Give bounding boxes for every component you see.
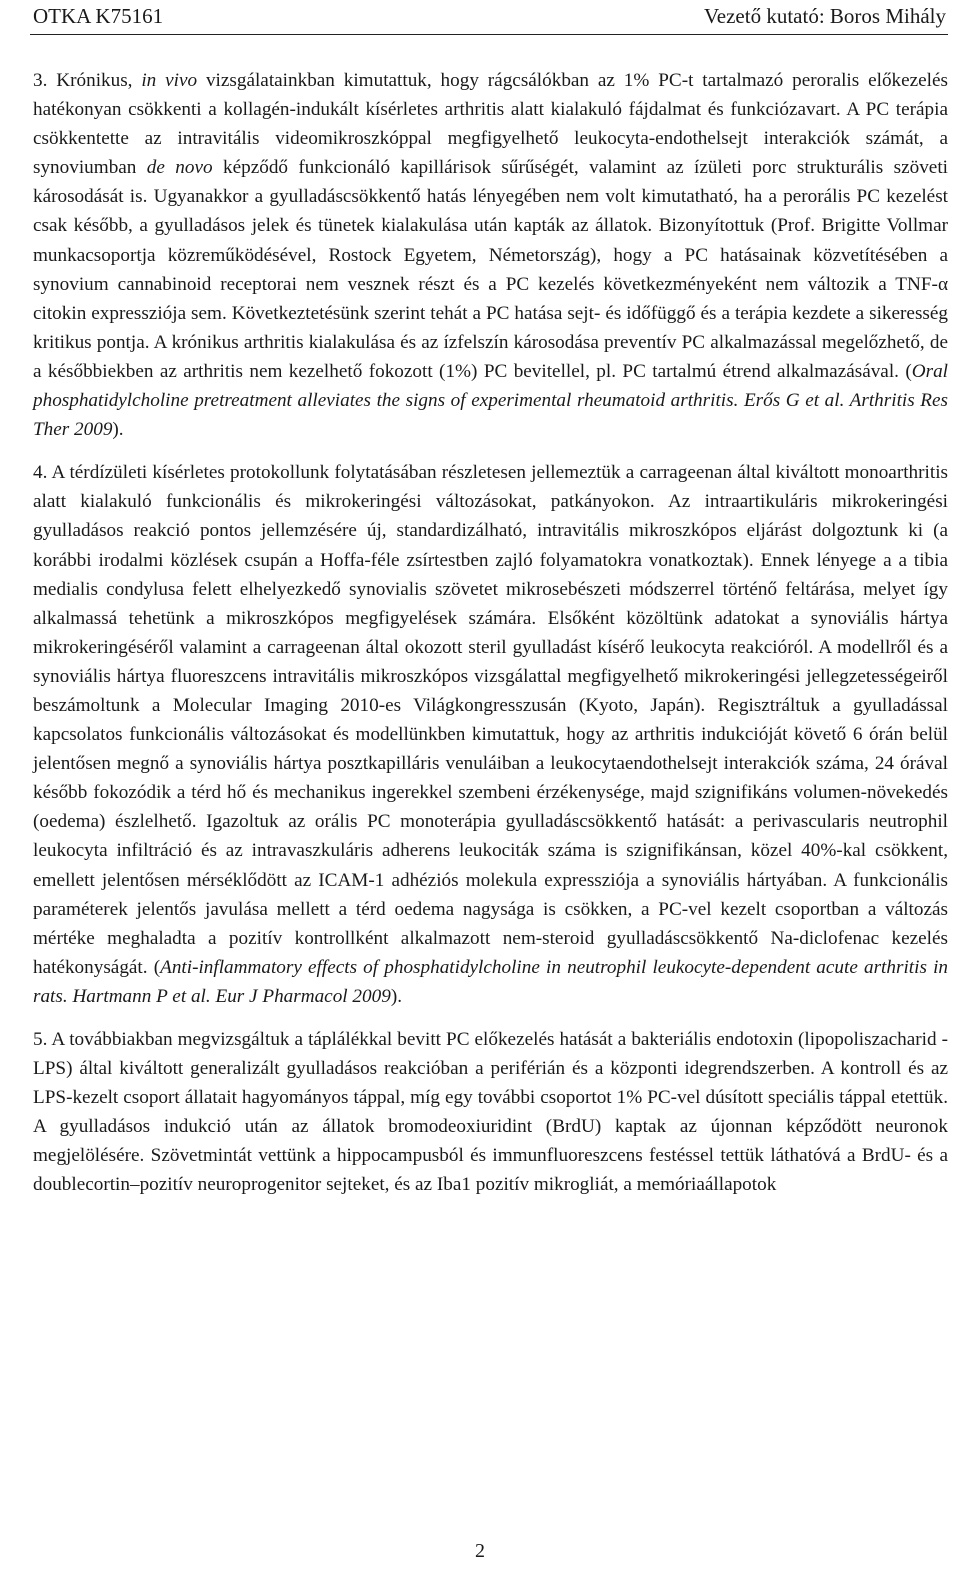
italic-text-run: Anti-inflammatory effects of phosphatidylcholine in neutrophil leukocyte-dependent acute arthritis in rats. Hartmann P et al. Eur J Pharmacol 2009 <box>33 956 948 1007</box>
text-run: A továbbiakban megvizsgáltuk a táplálékkal bevitt PC előkezelés hatását a bakteriális endotoxin (lipopoliszacharid - LPS) által kiváltott generalizált gyulladásos reakcióban a periférián és a központi idegrendszerben. A kontroll és az LPS-kezelt csoport állatait hagyományos táppal, míg egy további csoportot 1% PC-vel dúsított speciális táppal etettük. A gyulladásos indukció után az állatok bromodeoxiuridint (BrdU) kaptak az újonnan képződött neuronok megjelölésére. Szövetmintát vettünk a hippocampusból és immunfluoreszcens festéssel tettük láthatóvá a BrdU- és a doublecortin–pozitív neuroprogenitor sejteket, és az Iba1 pozitív mikrogliát, a memóriaállapotok <box>33 1029 948 1196</box>
text-run: képződő funkcionáló kapillárisok sűrűségét, valamint az ízületi porc strukturális szöveti károsodását is. Ugyanakkor a gyulladáscsökkentő hatás lényegében nem volt kimutatható, ha a perorális PC kezelést csak később, a gyulladásos jelek és tünetek kialakulása után kapták az állatok. Bizonyítottuk (Prof. Brigitte Vollmar munkacsoportja közreműködésével, Rostock Egyetem, Németország), hogy a PC hatásainak közvetítésében a synovium cannabinoid receptorai nem vesznek részt és a PC kezelés következményeként nem változik a TNF-α citokin expressziója sem. Következtetésünk szerint tehát a PC hatása sejt- és időfüggő és a terápia kezdete a sikeresség kritikus pontja. A krónikus arthritis kialakulása és az ízfelszín károsodása preventív PC alkalmazással megelőzhető, de a későbbiekben az arthritis nem kezelhető fokozott (1%) PC bevitellel, pl. PC tartalmú étrend alkalmazásával. ( <box>33 157 948 382</box>
italic-text-run: de novo <box>146 157 213 179</box>
page-header <box>33 2 946 34</box>
text-run: A térdízületi kísérletes protokollunk folytatásában részletesen jellemeztük a carrageenan által kiváltott monoarthritis alatt kialakuló funkcionális és mikrokeringési változásokat, patkányokon. Az intraartikuláris mikrokeringési gyulladásos reakció pontos jellemzésére új, standardizálható, intravitális mikroszkópos eljárást dolgoztunk ki (a korábbi irodalmi közlések csupán a Hoffa-féle zsírtestben zajló folyamatokra vonatkoztak). Ennek lényege a a tibia medialis condylusa felett elhelyezkedő synovialis szövetet mikrosebészeti módszerrel történő feltárása, melyet így alkalmassá tehetünk a mikroszkópos megfigyelések számára. Elsőként közöltünk adatokat a synoviális hártya mikrokeringéséről valamint a carrageenan által okozott steril gyulladást kísérő leukocyta reakcióról. A modellről és a synoviális hártya fluoreszcens intravitális mikroszkópos vizsgálattal megfigyelhető mikrokeringési jellegzetességeiről beszámoltunk a Molecular Imaging 2010-es Világkongresszusán (Kyoto, Japán). Regisztráltuk a gyulladással kapcsolatos funkcionális változásokat és modellünkben kimutattuk, hogy az arthritis indukcióját követő 6 órán belül jelentősen megnő a synoviális hártya posztkapilláris venuláiban a leukocytaendothelsejt interakciók száma, 24 órával később fokozódik a térd hő és mechanikus ingerekkel szembeni érzékenysége, majd szignifikáns volumen-növekedés (oedema) észlelhető. Igazoltuk az orális PC monoterápia gyulladáscsökkentő hatását: a perivascularis neutrophil leukocyta infiltráció és az intravaszkuláris adherens leukociták száma is szignifikánsan, közel 40%-kal csökkent, emellett jelentősen mérséklődött az ICAM-1 adhéziós molekula expressziója a synoviális hártyában. A funkcionális paraméterek jelentős javulása mellett a térd oedema nagysága is csökken, a PC-vel kezelt csoportban a változás mértéke meghaladta a pozitív kontrollként alkalmazott nem-steroid gyulladáscsökkentő Na-diclofenac kezelés hatékonyságát. ( <box>33 462 948 978</box>
numbered-paragraph <box>33 458 948 1011</box>
header-divider <box>30 34 948 35</box>
paragraph-number: 5. <box>33 1029 48 1050</box>
paragraph-text <box>33 1025 948 1200</box>
italic-text-run: in vivo <box>141 70 198 91</box>
header-lead-researcher: Vezető kutató: Boros Mihály <box>703 4 946 28</box>
text-run: vizsgálatainkban kimutattuk, hogy rágcsálókban az 1% PC-t tartalmazó peroralis előkezelés hatékonyan csökkenti a kollagén-indukált kísérletes arthritis alatt kialakuló fájdalmat és funkciózavart. A PC terápia csökkentette az intravitális videomikroszkóppal megfigyelhető leukocyta-endothelsejt interakciók számát, a synoviumban <box>33 70 948 179</box>
header-project-id: OTKA K75161 <box>33 4 164 28</box>
paragraph-number: 4. <box>33 462 48 484</box>
numbered-paragraph <box>33 1025 948 1200</box>
text-run: ). <box>390 985 402 1007</box>
paragraph-text <box>33 66 948 444</box>
italic-text-run: Oral phosphatidylcholine pretreatment alleviates the signs of experimental rheumatoid arthritis. Erős G et al. Arthritis Res Ther 2009 <box>33 360 948 441</box>
report-body <box>33 66 948 1214</box>
numbered-paragraph <box>33 66 948 444</box>
text-run: Krónikus, <box>47 70 142 91</box>
paragraph-number: 3. <box>33 70 48 91</box>
page-number: 2 <box>475 1540 485 1562</box>
text-run: ). <box>112 419 124 441</box>
paragraph-text <box>33 458 948 1011</box>
